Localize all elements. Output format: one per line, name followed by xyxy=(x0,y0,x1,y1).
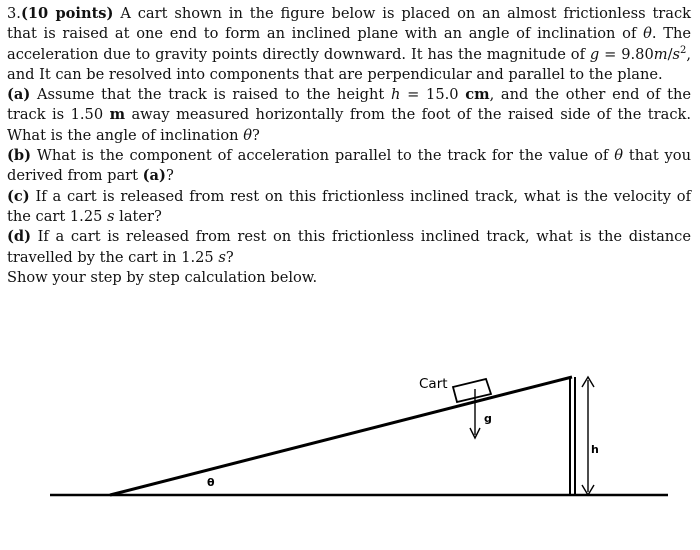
incline-figure xyxy=(0,340,700,550)
angle-label: θ xyxy=(207,476,215,489)
part-d-label: (d) xyxy=(7,228,32,246)
problem-intro: 3.(10 points) A cart shown in the figure below is placed on an almost frictionless track that is raised at one end to form an inclined plane with an angle of inclination of θ. The acceleration due to gravity points directly downward. It has the magnitude of $g = 9.80m/s^2$, and It can be resolved into components that are perpendicular and parallel to the plane. xyxy=(7,5,692,83)
cart-label: Cart xyxy=(419,376,448,392)
part-a: (a) Assume that the track is raised to the height h = 15.0 cm, and the other end of the track is 1.50 m away measured horizontally from the foot of the raised side of the track. What is the angle of inclination θ? xyxy=(7,86,691,144)
closing-instruction: Show your step by step calculation below. xyxy=(7,268,318,286)
problem-points: (10 points) xyxy=(20,5,114,22)
problem-number: 3. xyxy=(7,5,21,22)
problem-text xyxy=(7,4,691,288)
height-label: h xyxy=(591,443,599,456)
part-b: (b) What is the component of acceleration parallel to the track for the value of θ that you derived from part (a)? xyxy=(7,147,691,185)
part-d: (d) If a cart is released from rest on this frictionless inclined track, what is the distance travelled by the cart in 1.25 s? xyxy=(7,228,691,266)
incline-track xyxy=(110,377,572,495)
gravity-label: g xyxy=(484,412,492,425)
part-c: (c) If a cart is released from rest on this frictionless inclined track, what is the velocity of the cart 1.25 s later? xyxy=(7,187,691,225)
part-a-label: (a) xyxy=(7,86,31,104)
part-c-label: (c) xyxy=(7,187,30,205)
part-b-label: (b) xyxy=(7,147,32,165)
